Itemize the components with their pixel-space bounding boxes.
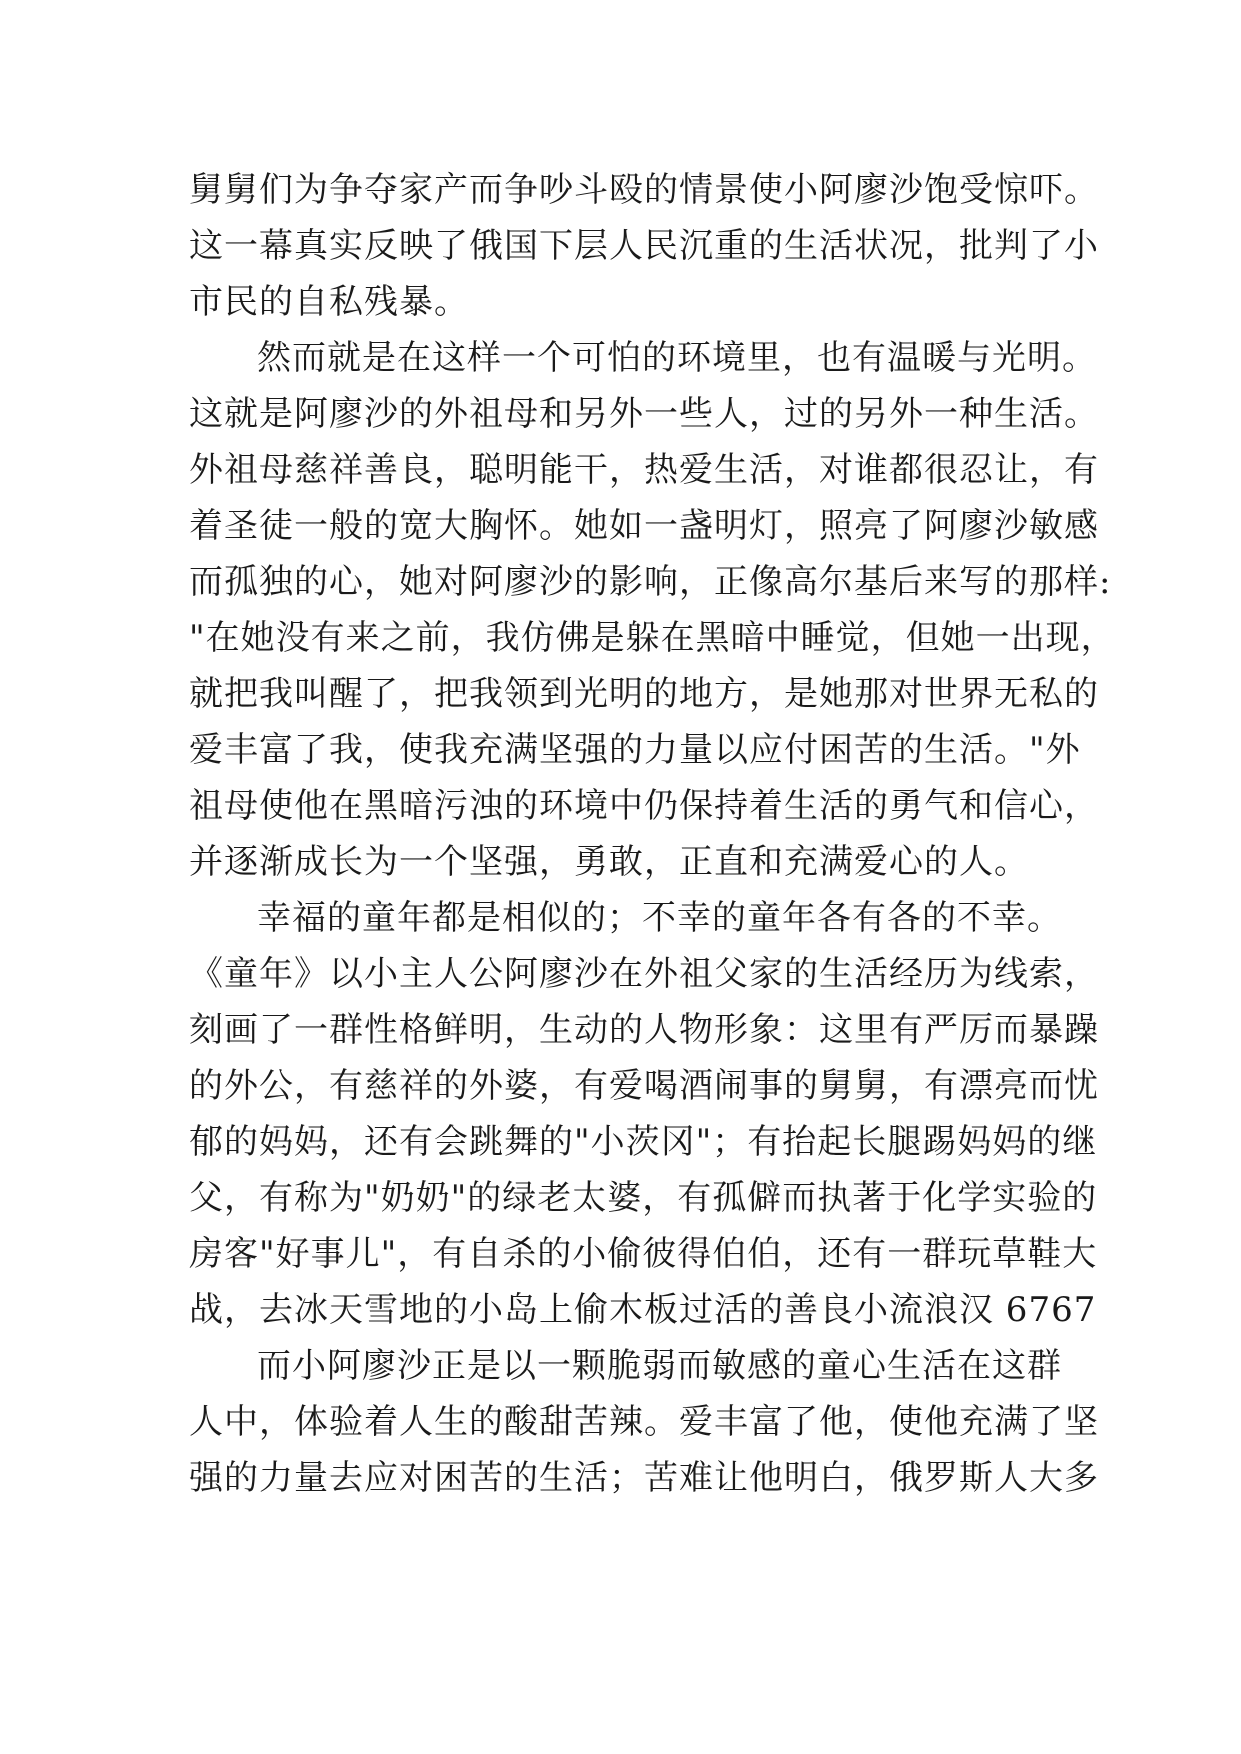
- text-line: 着圣徒一般的宽大胸怀。她如一盏明灯，照亮了阿廖沙敏感: [189, 506, 1099, 546]
- text-line: 战，去冰天雪地的小岛上偷木板过活的善良小流浪汉 6767: [189, 1290, 1097, 1330]
- text-line: 的外公，有慈祥的外婆，有爱喝酒闹事的舅舅，有漂亮而忧: [189, 1066, 1099, 1106]
- text-line: 市民的自私残暴。: [189, 282, 469, 322]
- text-line: 外祖母慈祥善良，聪明能干，热爱生活，对谁都很忍让，有: [189, 450, 1099, 490]
- text-line: 父，有称为"奶奶"的绿老太婆，有孤僻而执著于化学实验的: [189, 1178, 1098, 1218]
- paragraph-first-line: 幸福的童年都是相似的；不幸的童年各有各的不幸。: [257, 898, 1062, 938]
- text-line: 并逐渐成长为一个坚强，勇敢，正直和充满爱心的人。: [189, 842, 1029, 882]
- text-line: 这就是阿廖沙的外祖母和另外一些人，过的另外一种生活。: [189, 394, 1099, 434]
- text-line: 爱丰富了我，使我充满坚强的力量以应付困苦的生活。"外: [189, 730, 1081, 770]
- text-line: 这一幕真实反映了俄国下层人民沉重的生活状况，批判了小: [189, 226, 1099, 266]
- text-line: 祖母使他在黑暗污浊的环境中仍保持着生活的勇气和信心，: [189, 786, 1099, 826]
- text-line: 舅舅们为争夺家产而争吵斗殴的情景使小阿廖沙饱受惊吓。: [189, 170, 1099, 210]
- text-line: 房客"好事儿"，有自杀的小偷彼得伯伯，还有一群玩草鞋大: [189, 1234, 1098, 1274]
- text-line: 就把我叫醒了，把我领到光明的地方，是她那对世界无私的: [189, 674, 1099, 714]
- text-line: 而孤独的心，她对阿廖沙的影响，正像高尔基后来写的那样:: [189, 562, 1112, 602]
- text-line: 强的力量去应对困苦的生活；苦难让他明白，俄罗斯人大多: [189, 1458, 1099, 1498]
- paragraph-first-line: 而小阿廖沙正是以一颗脆弱而敏感的童心生活在这群: [257, 1346, 1062, 1386]
- text-line: "在她没有来之前，我仿佛是躲在黑暗中睡觉，但她一出现，: [189, 618, 1116, 658]
- text-line: 刻画了一群性格鲜明，生动的人物形象：这里有严厉而暴躁: [189, 1010, 1099, 1050]
- text-line: 郁的妈妈，还有会跳舞的"小茨冈"；有抬起长腿踢妈妈的继: [189, 1122, 1098, 1162]
- paragraph-first-line: 然而就是在这样一个可怕的环境里，也有温暖与光明。: [257, 338, 1097, 378]
- document-body: [189, 162, 1116, 1506]
- text-line: 《童年》以小主人公阿廖沙在外祖父家的生活经历为线索，: [189, 954, 1099, 994]
- text-line: 人中，体验着人生的酸甜苦辣。爱丰富了他，使他充满了坚: [189, 1402, 1099, 1442]
